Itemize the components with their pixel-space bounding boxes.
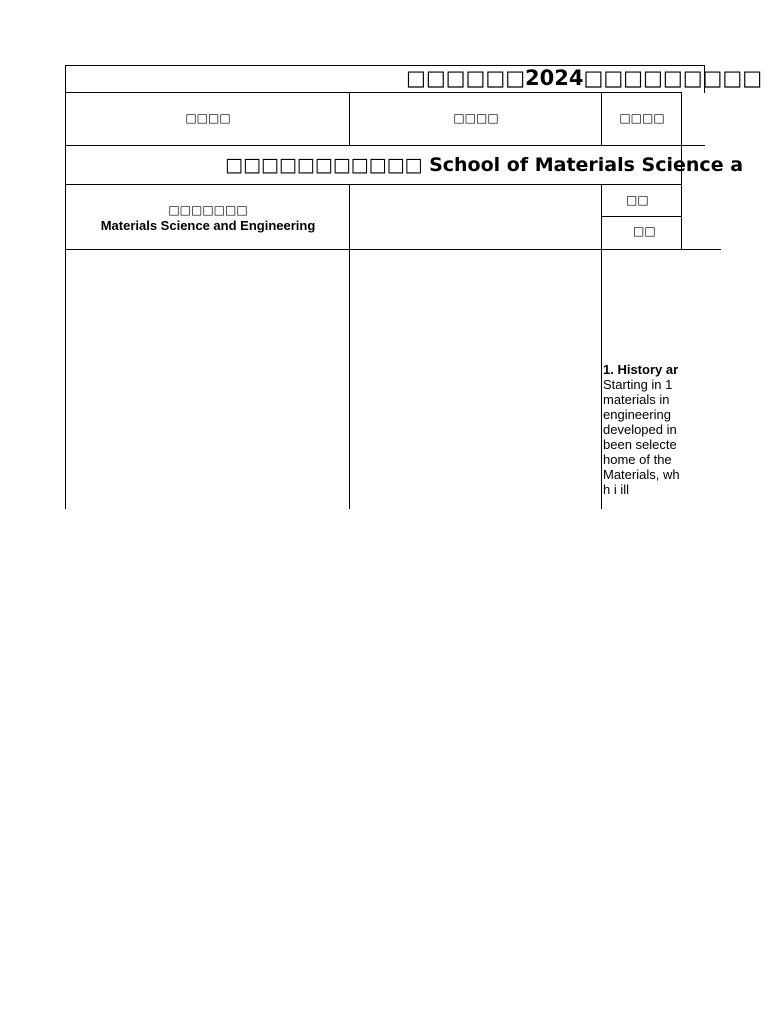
- intro-paragraph: [603, 377, 680, 497]
- major-col3-top-label: □□: [626, 193, 649, 207]
- intro-text-cell: [601, 249, 721, 509]
- intro-line: developed in: [603, 422, 677, 437]
- major-middle-cell: [349, 184, 602, 250]
- intro-line: Starting in 1: [603, 377, 673, 392]
- major-col3-bottom-cell: [601, 216, 682, 250]
- header-label-2: □□□□: [453, 111, 499, 125]
- intro-line: materials in: [603, 392, 670, 407]
- intro-middle-cell: [349, 249, 602, 509]
- intro-line: Materials, wh: [603, 467, 680, 482]
- header-label-3: □□□□: [619, 111, 665, 125]
- header-cell-1: [65, 92, 350, 146]
- intro-line: engineering: [603, 407, 671, 422]
- title-cell: [65, 65, 763, 93]
- intro-line: h i ill: [603, 482, 630, 497]
- school-cell-right-border: [601, 145, 682, 185]
- intro-heading: 1. History ar: [603, 362, 679, 377]
- intro-line: been selecte: [603, 437, 677, 452]
- intro-left-cell: [65, 249, 350, 509]
- intro-line: home of the: [603, 452, 672, 467]
- document-title: □□□□□□2024□□□□□□□□□: [406, 66, 763, 90]
- major-name-en: Materials Science and Engineering: [100, 218, 316, 233]
- major-col3-top-cell: [601, 184, 682, 217]
- header-label-1: □□□□: [185, 111, 231, 125]
- major-col3-bottom-label: □□: [633, 224, 656, 238]
- major-name-cn: □□□□□□□: [168, 203, 248, 217]
- header-cell-2: [349, 92, 602, 146]
- header-cell-3: [601, 92, 682, 146]
- table-viewport: [0, 0, 763, 497]
- major-name-cell: [65, 184, 350, 250]
- school-name: □□□□□□□□□□□ School of Materials Science a: [225, 154, 744, 176]
